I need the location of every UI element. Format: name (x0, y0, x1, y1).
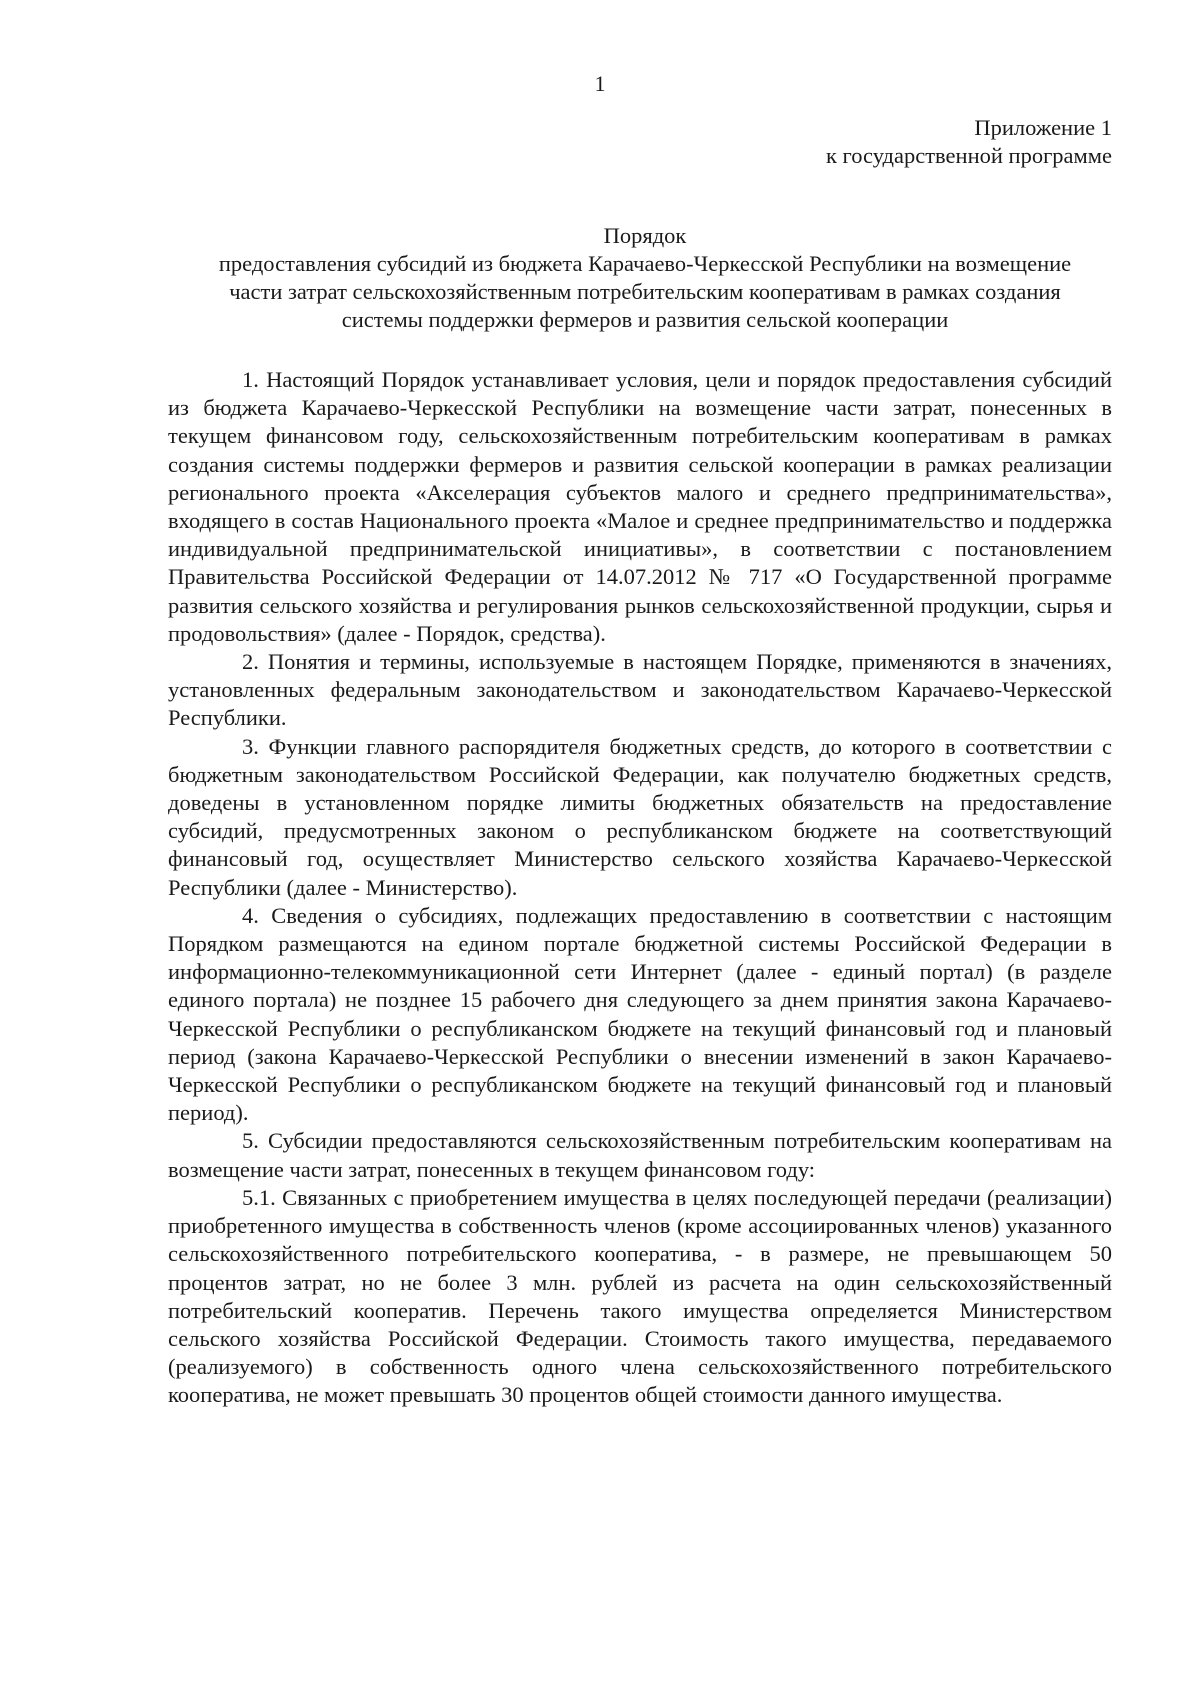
paragraph-2: 2. Понятия и термины, используемые в настоящем Порядке, применяются в значениях, установленных федеральным законодательством и законодательством Карачаево-Черкесской Республики. (168, 649, 1112, 731)
paragraph-5-1: 5.1. Связанных с приобретением имущества в целях последующей передачи (реализации) приобретенного имущества в собственность членов (кроме ассоциированных членов) указанного сельскохозяйственного потребительского кооператива, - в размере, не превышающем 50 процентов затрат, но не более 3 млн. рублей из расчета на один сельскохозяйственный потребительский кооператив. Перечень такого имущества определяется Министерством сельского хозяйства Российской Федерации. Стоимость такого имущества, передаваемого (реализуемого) в собственность одного члена сельскохозяйственного потребительского кооператива, не может превышать 30 процентов общей стоимости данного имущества. (168, 1184, 1112, 1408)
annex-line-2: к государственной программе (825, 143, 1112, 168)
paragraph-4: 4. Сведения о субсидиях, подлежащих предоставлению в соответствии с настоящим Порядком размещаются на едином портале бюджетной системы Российской Федерации в информационно-телекоммуникационной сети Интернет (далее - единый портал) (в разделе единого портала) не позднее 15 рабочего дня следующего за днем принятия закона Карачаево-Черкесской Республики о республиканском бюджете на текущий финансовый год и плановый период (закона Карачаево-Черкесской Республики о внесении изменений в закон Карачаево-Черкесской Республики о республиканском бюджете на текущий финансовый год и плановый период). (168, 902, 1112, 1126)
page-number: 1 (594, 71, 606, 96)
title-line-1: предоставления субсидий из бюджета Карачаево-Черкесской Республики на возмещение (218, 251, 1072, 276)
paragraph-3: 3. Функции главного распорядителя бюджетных средств, до которого в соответствии с бюджетным законодательством Российской Федерации, как получателю бюджетных средств, доведены в установленном порядке лимиты бюджетных обязательств на предоставление субсидий, предусмотренных законом о республиканском бюджете на соответствующий финансовый год, осуществляет Министерство сельского хозяйства Карачаево-Черкесской Республики (далее - Министерство). (168, 733, 1112, 900)
annex-line-1: Приложение 1 (974, 115, 1112, 140)
title-line-2: части затрат сельскохозяйственным потребительским кооперативам в рамках создания (229, 279, 1061, 304)
document-body (168, 366, 1112, 1410)
paragraph-5: 5. Субсидии предоставляются сельскохозяйственным потребительским кооперативам на возмещение части затрат, понесенных в текущем финансовом году: (168, 1128, 1112, 1182)
annex-header (826, 114, 1112, 170)
document-title (150, 222, 1140, 334)
paragraph-1: 1. Настоящий Порядок устанавливает условия, цели и порядок предоставления субсидий из бюджета Карачаево-Черкесской Республики на возмещение части затрат, понесенных в текущем финансовом году, сельскохозяйственным потребительским кооперативам в рамках создания системы поддержки фермеров и развития сельской кооперации в рамках реализации регионального проекта «Акселерация субъектов малого и среднего предпринимательства», входящего в состав Национального проекта «Малое и среднее предпринимательство и поддержка индивидуальной предпринимательской инициативы», в соответствии с постановлением Правительства Российской Федерации от 14.07.2012 № 717 «О Государственной программе развития сельского хозяйства и регулирования рынков сельскохозяйственной продукции, сырья и продовольствия» (далее - Порядок, средства). (168, 367, 1112, 646)
title-heading: Порядок (603, 223, 687, 248)
title-line-3: системы поддержки фермеров и развития сельской кооперации (341, 307, 949, 332)
